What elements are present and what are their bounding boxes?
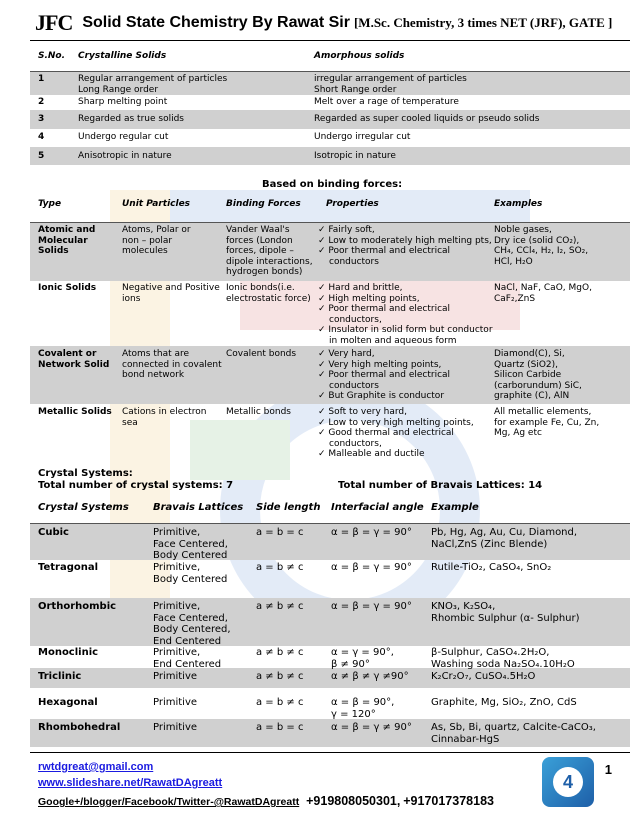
system-lattice: End Centered	[153, 635, 222, 647]
jfc-logo: JFC	[35, 10, 73, 35]
binding-property-text: Hard and brittle,	[328, 283, 403, 293]
binding-example: All metallic elements,	[494, 407, 592, 417]
binding-property-text: Poor thermal and electrical	[328, 304, 451, 314]
binding-property-text: But Graphite is conductor	[328, 391, 445, 401]
binding-unit: ions	[122, 293, 141, 304]
binding-property-text: High melting points,	[328, 293, 420, 304]
t1-row-no: 2	[38, 97, 45, 107]
binding-property	[329, 336, 456, 347]
binding-property	[318, 418, 474, 429]
binding-property-text: Insulator in solid form but conductor	[328, 325, 493, 335]
binding-rule	[30, 222, 630, 223]
system-angle: α = β = γ = 90°	[331, 601, 412, 612]
system-lattice: Primitive	[153, 722, 198, 733]
system-lattice: End Centered	[153, 658, 222, 670]
t1-row-no: 3	[38, 114, 45, 124]
email-link[interactable]: rwtdgreat@gmail.com	[38, 761, 154, 773]
sys-row-triclinic-bg	[30, 668, 630, 688]
system-angle: α = β = γ = 90°	[331, 562, 412, 573]
system-angle: α = γ = 90°,	[331, 647, 394, 658]
system-lattice: Primitive	[153, 697, 198, 708]
t1-row-no: 4	[38, 132, 45, 142]
sys-header-angle: Interfacial angle	[331, 502, 424, 513]
t1-header-amorphous: Amorphous solids	[314, 51, 405, 61]
t1-row-amorphous: Isotropic in nature	[314, 151, 396, 161]
binding-example: HCl, H₂O	[494, 256, 533, 267]
system-angle: β ≠ 90°	[331, 658, 370, 670]
system-name: Monoclinic	[38, 647, 99, 658]
t1-row-crystalline-2: Long Range order	[78, 85, 159, 95]
system-example: Washing soda Na₂SO₄.10H₂O	[431, 658, 575, 670]
system-side-length: a ≠ b ≠ c	[256, 647, 304, 658]
system-example: β-Sulphur, CaSO₄.2H₂O,	[431, 647, 550, 658]
system-side-length: a = b ≠ c	[256, 562, 304, 573]
binding-property-text: Good thermal and electrical	[328, 428, 454, 438]
system-lattice: Primitive,	[153, 647, 201, 658]
binding-force: dipole interactions,	[226, 256, 313, 267]
social-line	[38, 794, 494, 808]
t1-row-amorphous: Undergo irregular cut	[314, 132, 411, 142]
binding-property	[318, 370, 450, 381]
binding-property	[318, 294, 420, 305]
t1-header-sno: S.No.	[38, 51, 66, 61]
binding-unit: non – polar	[122, 235, 173, 246]
t1-row-amorphous: irregular arrangement of particles	[314, 74, 467, 84]
t1-row-amorphous: Melt over a rage of temperature	[314, 97, 459, 107]
total-bravais: Total number of Bravais Lattices: 14	[338, 480, 543, 491]
binding-example: Noble gases,	[494, 225, 552, 235]
system-name: Rhombohedral	[38, 722, 121, 733]
logo-badge-icon: 4	[542, 757, 594, 807]
binding-example: NaCl, NaF, CaO, MgO,	[494, 283, 592, 293]
binding-property-text: Very high melting points,	[328, 359, 442, 370]
sys-header-side: Side length	[256, 502, 321, 513]
binding-property-text: in molten and aqueous form	[329, 335, 457, 346]
system-lattice: Primitive,	[153, 601, 201, 612]
binding-example: (carborundum) SiC,	[494, 380, 582, 391]
system-lattice: Face Centered,	[153, 538, 228, 550]
binding-unit: Atoms, Polar or	[122, 225, 191, 235]
binding-property-text: Low to very high melting points,	[328, 417, 474, 428]
system-lattice: Face Centered,	[153, 612, 228, 624]
system-name: Cubic	[38, 527, 69, 538]
system-side-length: a ≠ b ≠ c	[256, 601, 304, 612]
t1-row-no: 1	[38, 74, 45, 84]
page-subtitle: [M.Sc. Chemistry, 3 times NET (JRF), GATE ]	[353, 15, 613, 30]
binding-property	[318, 283, 402, 294]
binding-property	[318, 428, 454, 439]
binding-property	[318, 236, 492, 247]
system-example: Rhombic Sulphur (α- Sulphur)	[431, 612, 580, 624]
binding-example: graphite (C), AlN	[494, 391, 570, 401]
t1-header-crystalline: Crystalline Solids	[78, 51, 167, 61]
system-side-length: a ≠ b ≠ c	[256, 671, 304, 682]
binding-property	[318, 360, 441, 371]
t1-row-crystalline: Anisotropic in nature	[78, 151, 172, 161]
binding-example: Dry ice (solid CO₂),	[494, 235, 580, 246]
t1-row-crystalline: Undergo regular cut	[78, 132, 169, 142]
phone-2: +917017378183	[403, 794, 494, 808]
t1-row-crystalline: Regular arrangement of particles	[78, 74, 228, 84]
binding-property	[329, 315, 382, 326]
system-side-length: a = b = c	[256, 527, 304, 538]
binding-property-text: Poor thermal and electrical	[328, 370, 451, 380]
t1-row-amorphous-2: Short Range order	[314, 85, 397, 95]
t1-row-crystalline: Regarded as true solids	[78, 114, 184, 124]
binding-example: CH₄, CCl₄, H₂, I₂, SO₂,	[494, 246, 589, 256]
binding-example: Silicon Carbide	[494, 370, 562, 380]
binding-property-text: Fairly soft,	[328, 225, 375, 235]
system-name: Triclinic	[38, 671, 82, 682]
binding-header-force: Binding Forces	[226, 199, 301, 209]
binding-type: Atomic and	[38, 225, 96, 235]
system-example: Graphite, Mg, SiO₂, ZnO, CdS	[431, 697, 577, 708]
total-systems: Total number of crystal systems: 7	[38, 480, 234, 491]
system-name: Tetragonal	[38, 562, 99, 573]
t1-row-no: 5	[38, 151, 45, 161]
sys-header-name: Crystal Systems	[38, 502, 129, 513]
binding-example: Mg, Ag etc	[494, 428, 542, 438]
binding-example: Quartz (SiO2),	[494, 359, 559, 370]
system-angle: α = β = γ = 90°	[331, 527, 412, 538]
binding-example: for example Fe, Cu, Zn,	[494, 417, 600, 428]
binding-force: Ionic bonds(i.e.	[226, 283, 295, 293]
binding-force: Vander Waal's	[226, 225, 290, 235]
system-lattice: Body Centered,	[153, 624, 231, 635]
binding-property	[318, 304, 450, 315]
system-lattice: Primitive,	[153, 527, 201, 538]
binding-force: Metallic bonds	[226, 407, 291, 417]
binding-unit: molecules	[122, 246, 168, 256]
systems-heading: Crystal Systems:	[38, 468, 133, 479]
system-example: NaCl,ZnS (Zinc Blende)	[431, 538, 548, 550]
binding-property-text: conductors,	[329, 314, 382, 325]
binding-property	[329, 439, 382, 450]
binding-property	[318, 325, 493, 336]
binding-property	[329, 381, 379, 392]
system-lattice: Body Centered	[153, 573, 228, 585]
binding-unit: bond network	[122, 370, 185, 380]
system-angle: γ = 120°	[331, 708, 376, 720]
binding-property	[318, 225, 375, 236]
binding-force: forces (London	[226, 235, 293, 246]
binding-force: forces, dipole –	[226, 246, 294, 256]
system-name: Orthorhombic	[38, 601, 117, 612]
binding-property-text: Poor thermal and electrical	[328, 246, 451, 256]
binding-example: CaF₂,ZnS	[494, 293, 536, 304]
binding-property	[318, 349, 375, 360]
binding-unit: Negative and Positive	[122, 283, 220, 293]
binding-force: hydrogen bonds)	[226, 267, 303, 277]
binding-unit: sea	[122, 417, 138, 428]
system-side-length: a = b ≠ c	[256, 697, 304, 708]
binding-property-text: conductors	[329, 380, 379, 391]
system-example: Pb, Hg, Ag, Au, Cu, Diamond,	[431, 527, 578, 538]
binding-property	[318, 449, 425, 460]
system-name: Hexagonal	[38, 697, 98, 708]
system-lattice: Body Centered	[153, 550, 228, 561]
binding-example: Diamond(C), Si,	[494, 349, 565, 359]
binding-force: Covalent bonds	[226, 349, 297, 359]
binding-property	[318, 407, 407, 418]
system-angle: α = β = 90°,	[331, 697, 395, 708]
system-example: K₂Cr₂O₇, CuSO₄.5H₂O	[431, 671, 536, 682]
binding-property	[318, 391, 444, 402]
sys-header-lattice: Bravais Lattices	[153, 502, 244, 513]
t1-row-crystalline: Sharp melting point	[78, 97, 168, 107]
sys-header-example: Example	[431, 502, 479, 513]
binding-type: Network Solid	[38, 359, 110, 370]
binding-unit: Atoms that are	[122, 349, 190, 359]
binding-type: Covalent or	[38, 349, 97, 359]
binding-property-text: Very hard,	[328, 349, 375, 359]
binding-type: Solids	[38, 246, 69, 256]
system-example: As, Sb, Bi, quartz, Calcite-CaCO₃,	[431, 722, 596, 733]
binding-property-text: Soft to very hard,	[328, 407, 408, 417]
binding-property-text: conductors,	[329, 438, 382, 449]
system-lattice: Primitive	[153, 671, 198, 682]
binding-property	[329, 257, 379, 268]
binding-property	[318, 246, 450, 257]
binding-heading: Based on binding forces:	[262, 179, 403, 190]
page-number: 1	[604, 762, 612, 777]
slideshare-link[interactable]: www.slideshare.net/RawatDAgreatt	[38, 777, 223, 789]
phone-1: +919808050301,	[306, 794, 401, 808]
binding-property-text: Malleable and ductile	[328, 449, 425, 459]
system-angle: α ≠ β ≠ γ ≠90°	[331, 671, 409, 682]
binding-force: electrostatic force)	[226, 293, 311, 304]
system-example: KNO₃, K₂SO₄,	[431, 601, 496, 612]
binding-header-unit: Unit Particles	[122, 199, 191, 209]
system-angle: α = β = γ ≠ 90°	[331, 722, 412, 733]
binding-type: Molecular	[38, 235, 88, 246]
binding-header-examples: Examples	[494, 199, 543, 209]
footer-divider	[30, 752, 630, 753]
system-example: Cinnabar-HgS	[431, 733, 500, 745]
system-lattice: Primitive,	[153, 562, 201, 573]
binding-header-props: Properties	[326, 199, 379, 209]
t1-row-amorphous: Regarded as super cooled liquids or pseudo solids	[314, 114, 540, 124]
binding-property-text: conductors	[329, 256, 379, 267]
social-handles: Google+/blogger/Facebook/Twitter-@RawatDAgreatt	[38, 796, 300, 808]
binding-unit: connected in covalent	[122, 359, 222, 370]
binding-property-text: Low to moderately high melting pts,	[328, 235, 492, 246]
binding-header-type: Type	[38, 199, 62, 209]
system-example: Rutile-TiO₂, CaSO₄, SnO₂	[431, 562, 552, 573]
binding-type: Ionic Solids	[38, 283, 97, 293]
system-side-length: a = b = c	[256, 722, 304, 733]
page-title: Solid State Chemistry By Rawat Sir	[82, 14, 350, 31]
binding-unit: Cations in electron	[122, 407, 207, 417]
binding-type: Metallic Solids	[38, 407, 112, 417]
